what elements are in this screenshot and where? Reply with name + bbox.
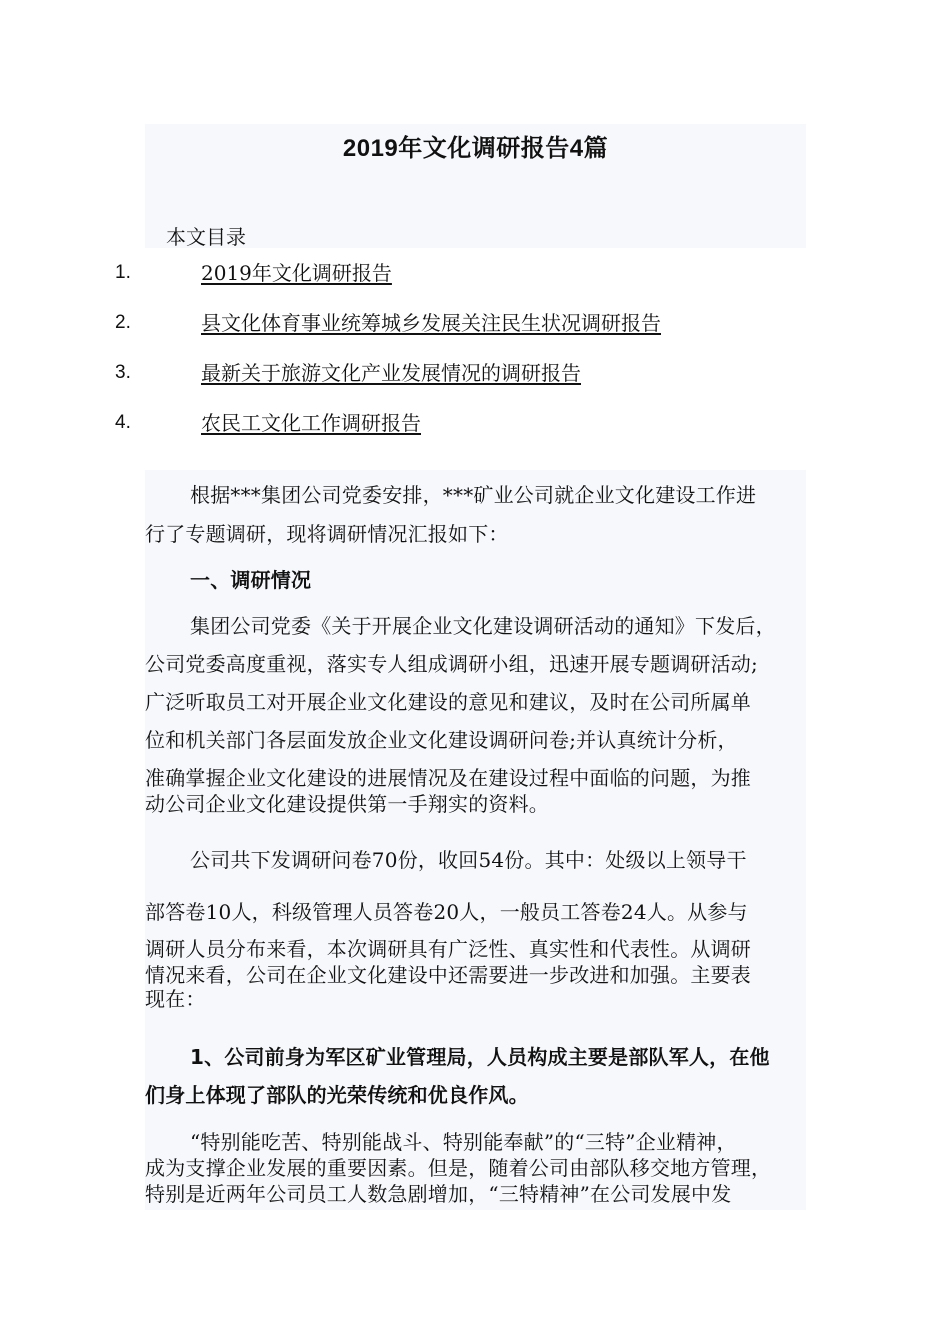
paragraph-line: 成为支撑企业发展的重要因素。但是，随着公司由部队移交地方管理， [145, 1156, 772, 1180]
paragraph-line: 位和机关部门各层面发放企业文化建设调研问卷;并认真统计分析， [145, 728, 738, 752]
toc-link-4[interactable]: 农民工文化工作调研报告 [201, 411, 421, 435]
toc-link-1[interactable]: 2019年文化调研报告 [201, 261, 392, 285]
section-heading: 一、调研情况 [190, 568, 312, 592]
subsection-heading: 1、公司前身为军区矿业管理局，人员构成主要是部队军人，在他 [190, 1045, 770, 1069]
document-title: 2019年文化调研报告4篇 [342, 135, 609, 162]
toc-item-number: 1. [115, 262, 131, 283]
paragraph-line: “特别能吃苦、特别能战斗、特别能奉献”的“三特”企业精神， [190, 1130, 737, 1154]
paragraph-line: 准确掌握企业文化建设的进展情况及在建设过程中面临的问题，为推 [145, 766, 751, 790]
paragraph-line: 部答卷10人，科级管理人员答卷20人，一般员工答卷24人。从参与 [145, 900, 748, 924]
paragraph-line: 调研人员分布来看，本次调研具有广泛性、真实性和代表性。从调研 [145, 937, 751, 961]
toc-item [115, 408, 815, 458]
paragraph-line: 情况来看，公司在企业文化建设中还需要进一步改进和加强。主要表 [145, 963, 751, 987]
table-of-contents [115, 258, 815, 458]
paragraph-line: 广泛听取员工对开展企业文化建设的意见和建议，及时在公司所属单 [145, 690, 751, 714]
toc-item [115, 308, 815, 358]
toc-link-3[interactable]: 最新关于旅游文化产业发展情况的调研报告 [201, 361, 581, 385]
toc-item [115, 258, 815, 308]
paragraph-line: 特别是近两年公司员工人数急剧增加，“三特精神”在公司发展中发 [145, 1182, 732, 1206]
toc-link-2[interactable]: 县文化体育事业统筹城乡发展关注民生状况调研报告 [201, 311, 661, 335]
paragraph-line: 行了专题调研，现将调研情况汇报如下： [145, 522, 509, 546]
toc-heading: 本文目录 [166, 225, 246, 249]
toc-item [115, 358, 815, 408]
paragraph-line: 集团公司党委《关于开展企业文化建设调研活动的通知》下发后， [190, 614, 776, 638]
toc-item-number: 4. [115, 412, 131, 433]
toc-item-number: 3. [115, 362, 131, 383]
paragraph-line: 根据***集团公司党委安排，***矿业公司就企业文化建设工作进 [190, 483, 757, 507]
subsection-heading: 们身上体现了部队的光荣传统和优良作风。 [145, 1083, 529, 1107]
toc-item-number: 2. [115, 312, 131, 333]
paragraph-line: 动公司企业文化建设提供第一手翔实的资料。 [145, 792, 549, 816]
paragraph-line: 公司共下发调研问卷70份，收回54份。其中：处级以上领导干 [190, 848, 747, 872]
paragraph-line: 公司党委高度重视，落实专人组成调研小组，迅速开展专题调研活动; [145, 652, 758, 676]
paragraph-line: 现在： [145, 987, 206, 1011]
